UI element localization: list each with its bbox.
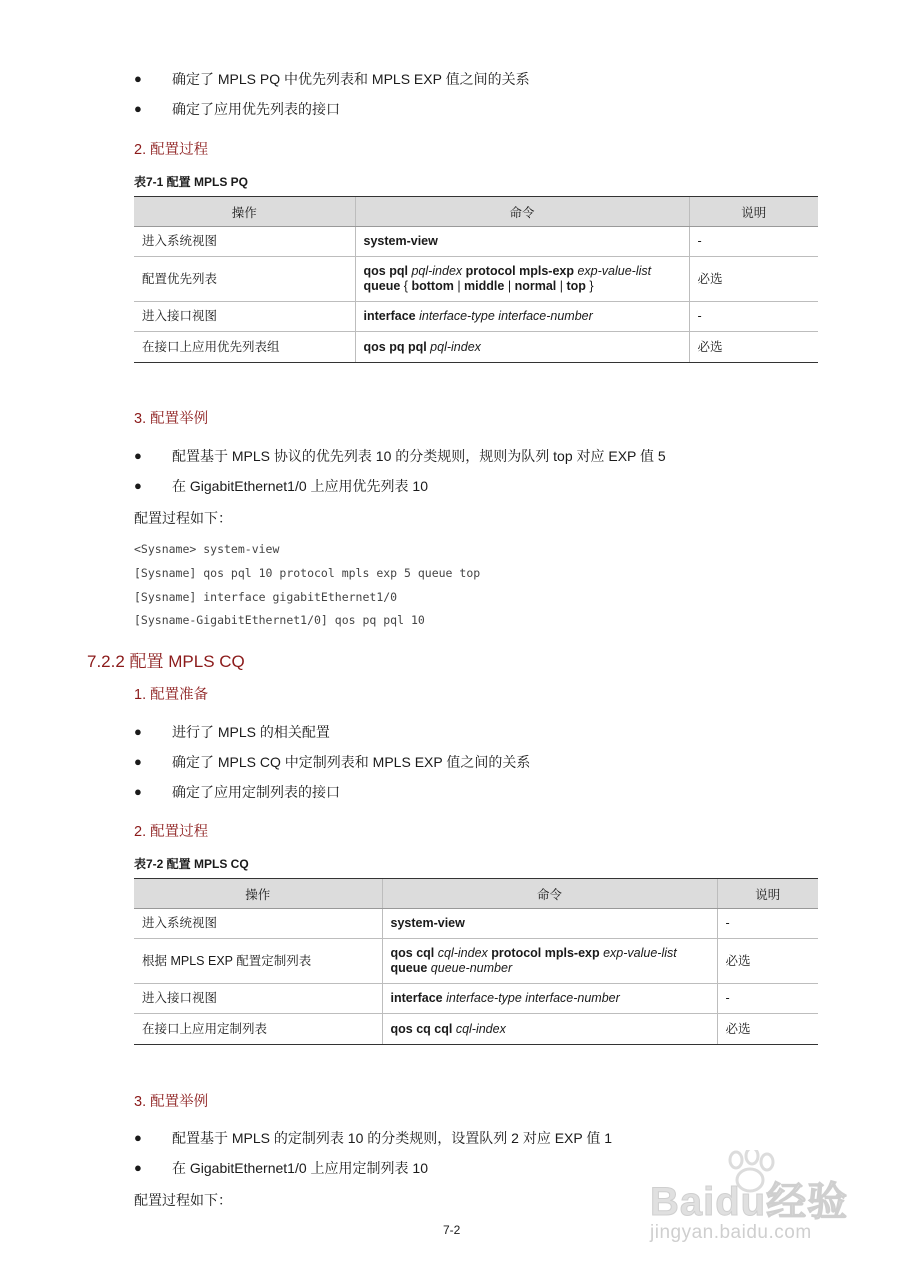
mpls-cq-table <box>134 878 818 1045</box>
column-header: 命令 <box>355 197 689 227</box>
watermark-url: jingyan.baidu.com <box>650 1222 812 1243</box>
table-cell: 进入系统视图 <box>134 227 355 257</box>
code-line: [Sysname] qos pql 10 protocol mpls exp 5 queue top <box>134 566 481 580</box>
table-cell: 进入接口视图 <box>134 984 382 1014</box>
column-header: 命令 <box>382 879 717 909</box>
table-cell: 必选 <box>717 1014 818 1045</box>
section-heading: 3. 配置举例 <box>134 411 209 427</box>
column-header: 操作 <box>134 879 382 909</box>
table-cell: 必选 <box>689 332 818 363</box>
table-cell: - <box>717 984 818 1014</box>
section-heading: 1. 配置准备 <box>134 687 209 703</box>
table-cell: 在接口上应用定制列表 <box>134 1014 382 1045</box>
command-cell: interface interface-type interface-number <box>382 984 717 1014</box>
page-number: 7-2 <box>443 1223 461 1237</box>
column-header: 操作 <box>134 197 355 227</box>
table-row <box>134 939 818 984</box>
column-header: 说明 <box>689 197 818 227</box>
command-cell: qos pql pql-index protocol mpls-exp exp-value-list queue { bottom | middle | normal | top } <box>355 257 689 302</box>
table-header-row <box>134 879 818 909</box>
table-row <box>134 984 818 1014</box>
section-title: 7.2.2 配置 MPLS CQ <box>87 652 245 671</box>
table-cell: 进入系统视图 <box>134 909 382 939</box>
section-heading: 2. 配置过程 <box>134 824 209 840</box>
table-cell: 在接口上应用优先列表组 <box>134 332 355 363</box>
command-cell: qos pq pql pql-index <box>355 332 689 363</box>
table-row <box>134 302 818 332</box>
table-cell: - <box>717 909 818 939</box>
column-header: 说明 <box>717 879 818 909</box>
command-cell: qos cq cql cql-index <box>382 1014 717 1045</box>
table-cell: 根据 MPLS EXP 配置定制列表 <box>134 939 382 984</box>
table-row <box>134 332 818 363</box>
table-cell: - <box>689 227 818 257</box>
table-cell: 必选 <box>689 257 818 302</box>
table-row <box>134 909 818 939</box>
code-line: <Sysname> system-view <box>134 542 280 556</box>
table-row <box>134 257 818 302</box>
table-cell: 进入接口视图 <box>134 302 355 332</box>
command-cell: system-view <box>382 909 717 939</box>
table-caption: 表7-1 配置 MPLS PQ <box>134 175 249 189</box>
mpls-pq-table <box>134 196 818 363</box>
watermark-brand: Baidu经验 <box>650 1180 849 1224</box>
command-cell: system-view <box>355 227 689 257</box>
section-heading: 3. 配置举例 <box>134 1094 209 1110</box>
table-cell: - <box>689 302 818 332</box>
section-heading: 2. 配置过程 <box>134 142 209 158</box>
table-caption: 表7-2 配置 MPLS CQ <box>134 857 249 871</box>
table-header-row <box>134 197 818 227</box>
table-cell: 必选 <box>717 939 818 984</box>
code-line: [Sysname] interface gigabitEthernet1/0 <box>134 590 398 604</box>
baidu-watermark <box>640 1150 860 1260</box>
table-row <box>134 1014 818 1045</box>
table-cell: 配置优先列表 <box>134 257 355 302</box>
paragraph: 配置过程如下： <box>134 1192 232 1208</box>
command-cell: qos cql cql-index protocol mpls-exp exp-value-list queue queue-number <box>382 939 717 984</box>
paragraph: 配置过程如下： <box>134 510 232 526</box>
command-cell: interface interface-type interface-number <box>355 302 689 332</box>
table-row <box>134 227 818 257</box>
code-line: [Sysname-GigabitEthernet1/0] qos pq pql 10 <box>134 613 425 627</box>
